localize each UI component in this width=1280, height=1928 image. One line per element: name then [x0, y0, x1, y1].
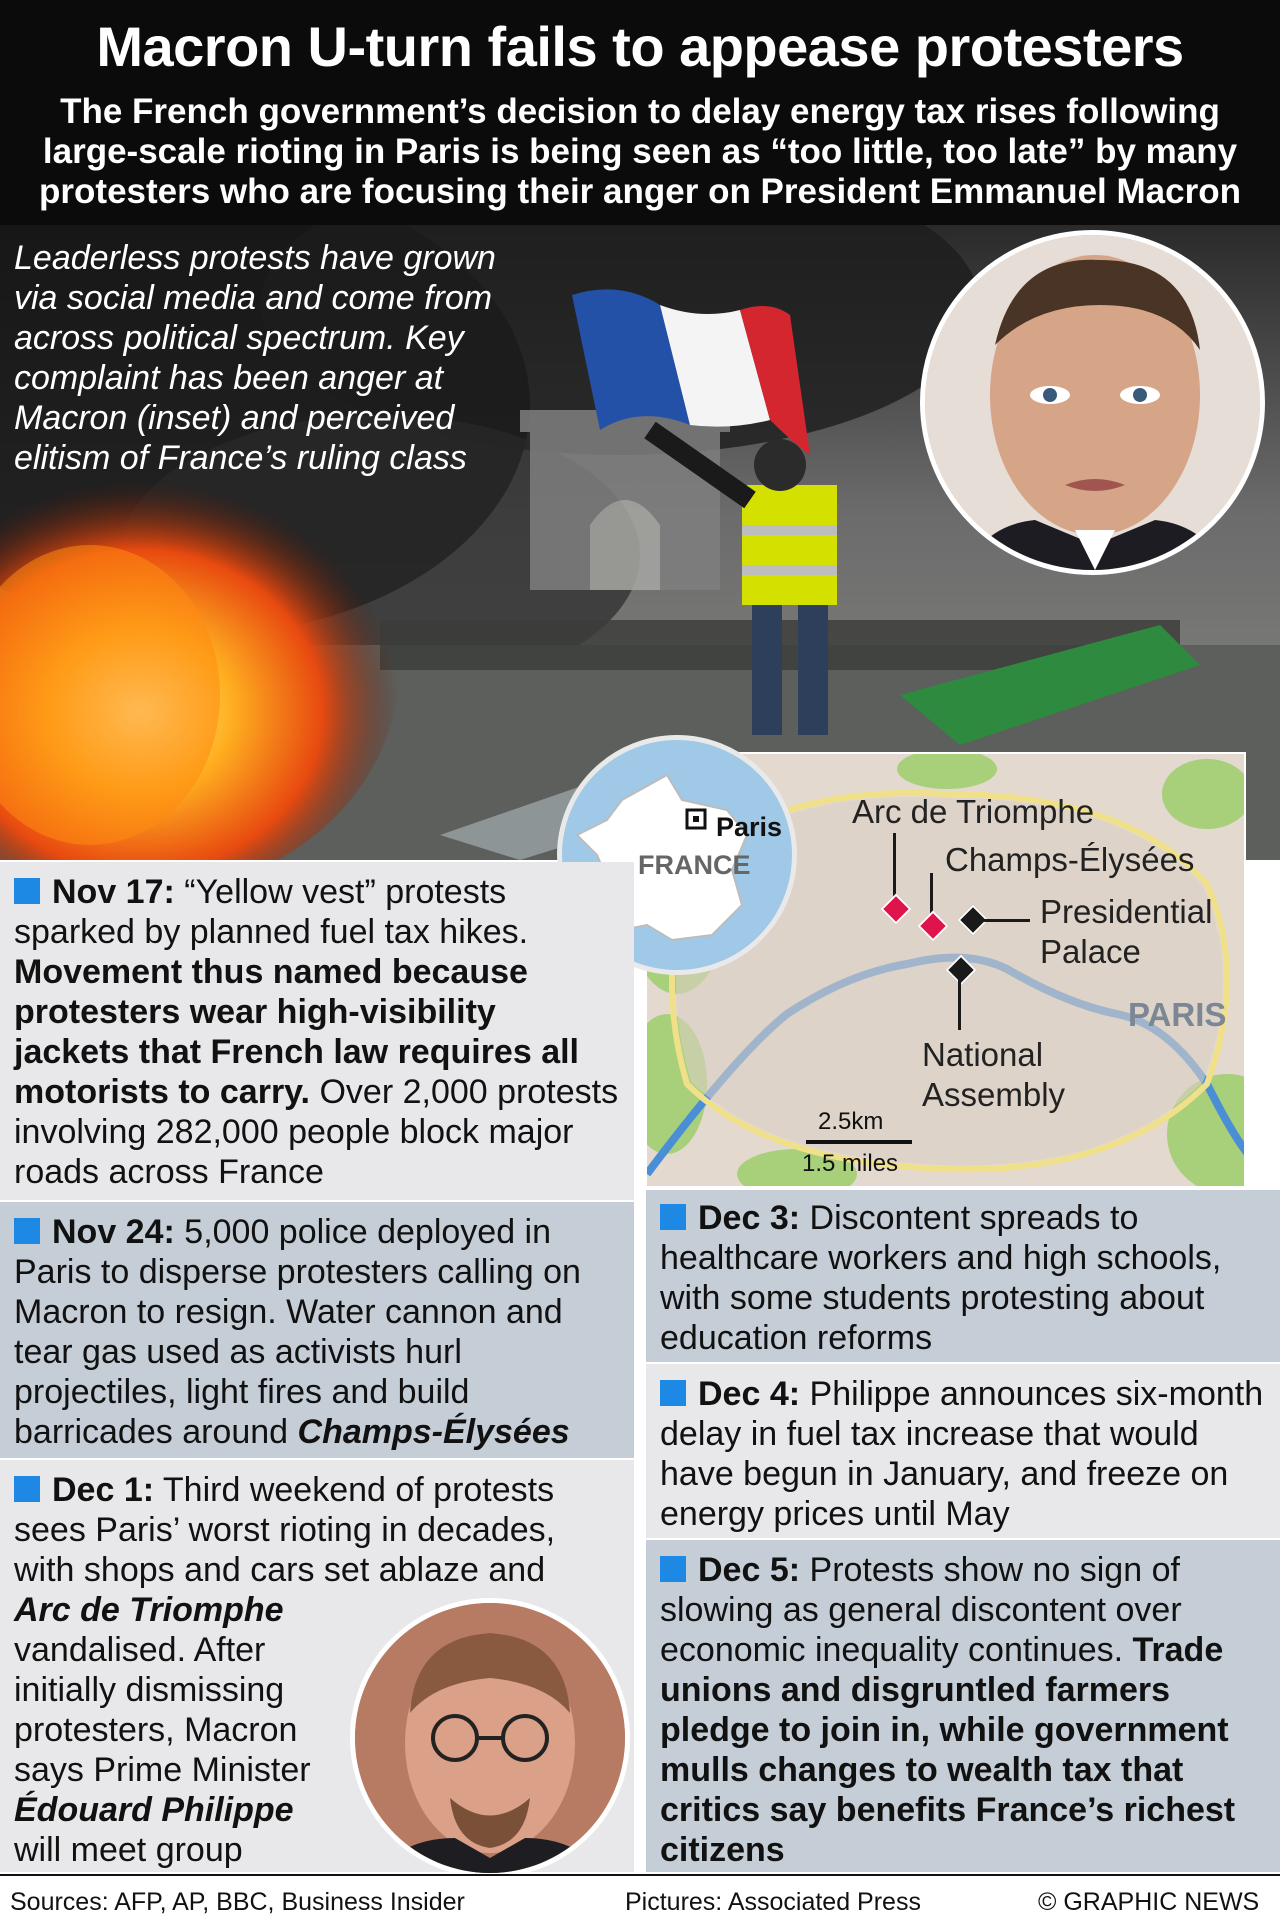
dec4-text: Philippe announces six-month delay in fuel tax increase that would have begun in January, and freeze on energy prices until May: [660, 1375, 1264, 1533]
page-title: Macron U-turn fails to appease protesters: [96, 15, 1184, 78]
locator-france-label: FRANCE: [638, 850, 751, 880]
dec5-bold: Trade unions and disgruntled farmers pledge to join in, while government mulls changes to wealth tax that critics say benefits France’s richest citizens: [660, 1631, 1236, 1869]
dec3-date: Dec 3:: [698, 1199, 801, 1237]
timeline-nov24: [0, 1202, 634, 1458]
philippe-inset-photo: [350, 1598, 630, 1878]
footer-sources: Sources: AFP, AP, BBC, Business Insider: [10, 1888, 465, 1916]
nov17-date: Nov 17:: [52, 873, 175, 911]
map-label-arc: Arc de Triomphe: [852, 793, 1095, 830]
photo-caption: Leaderless protests have grown via social media and come from across political spectrum. Key complaint has been anger at Macron (inset) and perceived elitism of France’s ruling class: [14, 239, 496, 477]
nov17-text2: Over 2,000 protests involving 282,000 people block major roads across France: [14, 1073, 619, 1191]
scale-miles-label: 1.5 miles: [802, 1150, 899, 1177]
page-subtitle: The French government’s decision to delay energy tax rises following large-scale rioting in Paris is being seen as “too little, too late” by many protesters who are focusing their anger on President Emmanuel Macron: [39, 92, 1241, 211]
timeline-dec5: [646, 1540, 1280, 1872]
bullet-square-icon: [660, 1380, 686, 1406]
map-label-assembly-line1: National: [922, 1036, 1044, 1073]
map-label-champs: Champs-Élysées: [945, 841, 1195, 878]
map-label-assembly-line2: Assembly: [922, 1076, 1066, 1113]
scale-bar: [806, 1140, 912, 1144]
footer: [0, 1874, 1280, 1928]
assembly-leader-line: [958, 975, 961, 1030]
dec5-text: Protests show no sign of slowing as general discontent over economic inequality continues.: [660, 1551, 1182, 1669]
dec1-text3: will meet group: [14, 1831, 243, 1869]
arc-silhouette: [520, 410, 730, 590]
nov24-place: Champs-Élysées: [297, 1413, 570, 1451]
bullet-square-icon: [14, 878, 40, 904]
nov17-bold: Movement thus named because protesters wear high-visibility jackets that French law requires all motorists to carry.: [14, 953, 580, 1111]
macron-portrait: [925, 235, 1260, 570]
dec1-person: Édouard Philippe: [14, 1791, 294, 1829]
scale-km-label: 2.5km: [818, 1108, 884, 1135]
bullet-square-icon: [660, 1556, 686, 1582]
philippe-portrait: [355, 1603, 625, 1873]
map-label-palace-line1: Presidential: [1040, 893, 1213, 930]
locator-paris-label: Paris: [716, 812, 783, 842]
bullet-square-icon: [14, 1476, 40, 1502]
timeline-dec3: [646, 1190, 1280, 1362]
dec4-date: Dec 4:: [698, 1375, 801, 1413]
map-label-city: PARIS: [1128, 996, 1227, 1033]
footer-pictures: Pictures: Associated Press: [625, 1888, 921, 1916]
dec3-text: Discontent spreads to healthcare workers and high schools, with some students protesting about education reforms: [660, 1199, 1222, 1357]
dec5-date: Dec 5:: [698, 1551, 801, 1589]
footer-rule: [0, 1874, 1280, 1876]
nov17-text: “Yellow vest” protests sparked by planned fuel tax hikes.: [14, 873, 529, 951]
timeline-nov17: [0, 862, 634, 1200]
dec1-date: Dec 1:: [52, 1471, 155, 1509]
nov24-date: Nov 24:: [52, 1213, 175, 1251]
bullet-square-icon: [14, 1218, 40, 1244]
dec1-text: Third weekend of protests sees Paris’ worst rioting in decades, with shops and cars set ablaze and: [14, 1471, 556, 1589]
nov24-text: 5,000 police deployed in Paris to disperse protesters calling on Macron to resign. Water cannon and tear gas used as activists hurl projectiles, light fires and build barricades around: [14, 1213, 581, 1451]
map-label-palace-line2: Palace: [1040, 933, 1141, 970]
macron-inset-photo: [920, 230, 1265, 575]
footer-copyright: © GRAPHIC NEWS: [1038, 1888, 1260, 1916]
timeline-dec4: [646, 1364, 1280, 1538]
dec1-text2: vandalised. After initially dismissing protesters, Macron says Prime Minister: [14, 1631, 311, 1789]
dec1-place: Arc de Triomphe: [14, 1591, 284, 1629]
palace-leader-line: [980, 919, 1030, 922]
bullet-square-icon: [660, 1204, 686, 1230]
